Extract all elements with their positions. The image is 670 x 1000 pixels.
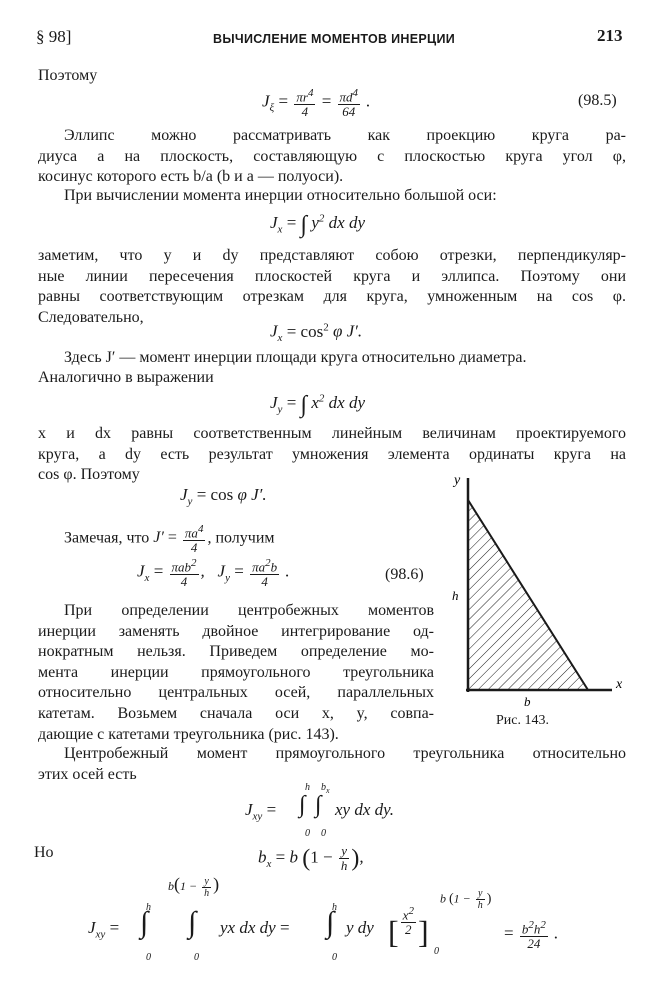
eq-src	[0, 0, 1, 1]
line: ные линии пересечения плоскостей круга и эллипса. Поэтому они	[38, 267, 626, 285]
line: равны соответствующим отрезкам для круга, умноженным на cos φ.	[38, 288, 626, 306]
line: мента инерции прямоугольного треугольника	[38, 663, 434, 681]
figure-caption: Рис. 143.	[496, 713, 549, 728]
line: нократным нельзя. Приведем определение мо-	[38, 643, 434, 661]
text-zdes: Здесь J′ — момент инерции площади круга относительно диаметра.	[64, 349, 527, 366]
equation-jy-integral: $J_y$ = ∫ $x^2$ dx dy	[270, 392, 365, 418]
text-no: Но	[34, 844, 54, 861]
text-zamechaya-part: Замечая, что	[64, 529, 150, 547]
equation-jxy-final: $J_{xy}$ = ∫ h 0 ∫ b(1 − $\frac{y}{h}$ ) 0 yx dx dy = ∫ h 0 y dy [ $\frac{x^2}{2}$ ] b (1 − $\frac{y}{h}$ ) 0 = $\frac{b^2h^2}{24}$ .	[88, 874, 559, 963]
equation-bx: $b_x = b$ (1 − $\frac{y}{h}$ ),	[258, 843, 364, 873]
running-title: ВЫЧИСЛЕНИЕ МОМЕНТОВ ИНЕРЦИИ	[213, 32, 456, 46]
line: заметим, что y и dy представляют собою отрезки, перпендикуляр-	[38, 247, 626, 264]
line: относительно центральных осей, параллельных	[38, 684, 434, 702]
line: При определении центробежных моментов	[64, 602, 434, 619]
line: круга, а dy есть результат умножения элемента ординаты круга на	[38, 445, 626, 463]
line: Центробежный момент прямоугольного треугольника относительно	[64, 745, 626, 762]
equation-jy-cos: $J_y = \cos \varphi$ J′.	[180, 485, 267, 508]
paragraph-ellipse	[38, 126, 626, 188]
equation-98-5: $J_\xi$ = $\frac{\pi r^4}{4}$ = $\frac{\pi d^4}{64}$ .	[262, 87, 371, 120]
line: x и dx равны соответственным линейным величинам проектируемого	[38, 425, 626, 442]
line: дающие с катетами треугольника (рис. 143).	[38, 725, 339, 743]
line: диуса a на плоскость, составляющую с плоскостью круга угол φ,	[38, 147, 626, 165]
equation-98-6: $J_x$ = $\frac{\pi ab^2}{4}$ , $J_y$ = $\frac{\pi a^2b}{4}$ .	[137, 557, 290, 590]
equation-jxy-double: $J_{xy}$ = ∫ h 0 ∫ $b_x$ 0 xy dx dy.	[245, 782, 394, 839]
figure-143-triangle	[440, 470, 630, 710]
base-label: b	[524, 694, 531, 709]
line: этих осей есть	[38, 765, 137, 783]
line: Эллипс можно рассматривать как проекцию круга ра-	[64, 127, 626, 144]
text-poetomu: Поэтому	[38, 67, 98, 84]
section-number: § 98]	[36, 27, 72, 46]
equation-label-98-6: (98.6)	[385, 566, 424, 583]
hatched-triangle	[468, 500, 588, 690]
text-major-axis: При вычислении момента инерции относительно большой оси:	[64, 187, 497, 204]
line: косинус которого есть b/a (b и a — полуоси).	[38, 168, 344, 186]
axis-x-label: x	[616, 677, 623, 692]
equation-jx-integral: $J_x$ = ∫ $y^2$ dx dy	[270, 212, 365, 238]
equation-label-98-5: (98.5)	[578, 92, 617, 109]
paragraph-centrifugal	[38, 601, 434, 745]
line: инерции заменять двойное интегрирование од-	[38, 622, 434, 640]
page-number: 213	[597, 26, 623, 45]
paragraph-zametim	[38, 246, 626, 328]
text-analogichno: Аналогично в выражении	[38, 369, 214, 386]
height-label: h	[452, 588, 459, 603]
text-poluchim: , получим	[207, 529, 275, 547]
line: катетам. Возьмем сначала оси x, y, совпа-	[38, 704, 434, 722]
equation-sources	[0, 0, 1, 1]
paragraph-jxy	[38, 744, 626, 785]
equation-jx-cos: $J_x = \cos^2 \varphi$ J′.	[270, 321, 363, 345]
text-zamechaya: Замечая, что J′ = $\frac{\pi a^4}{4}$ , получим	[64, 523, 275, 556]
line: Следовательно,	[38, 308, 144, 326]
line: cos φ. Поэтому	[38, 466, 140, 484]
axis-y-label: y	[454, 473, 461, 488]
